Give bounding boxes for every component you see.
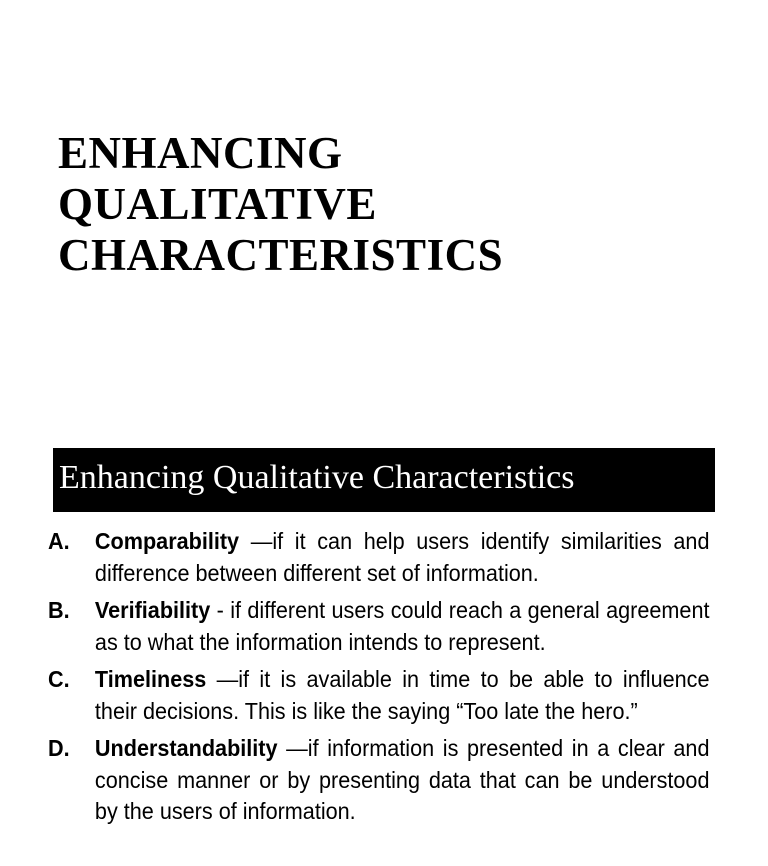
item-letter: C. (48, 666, 70, 692)
item-letter: D. (48, 735, 70, 761)
list-item-comparability (48, 526, 709, 589)
list-item-timeliness (48, 664, 709, 727)
item-term: Timeliness (94, 666, 207, 692)
section-banner (53, 448, 715, 512)
item-description: —if information is presented in a clear and concise manner or by presenting data that can be understood by the users of information. (94, 735, 710, 824)
item-term: Understandability (94, 735, 278, 761)
item-term: Verifiability (94, 597, 211, 623)
item-letter: A. (48, 528, 70, 554)
title-line-2: QUALITATIVE (58, 179, 377, 229)
item-letter: B. (48, 597, 70, 623)
title-line-1: ENHANCING (58, 128, 343, 178)
item-description: —if it is available in time to be able to influence their decisions. This is like the saying “Too late the hero.” (94, 666, 710, 724)
item-term: Comparability (94, 528, 240, 554)
banner-heading: Enhancing Qualitative Characteristics (59, 459, 575, 496)
list-item-understandability (48, 733, 709, 828)
item-description: - if different users could reach a general agreement as to what the information intends to represent. (94, 597, 710, 655)
list-item-verifiability (48, 595, 709, 658)
slide-title (58, 128, 698, 281)
item-description: —if it can help users identify similarities and difference between different set of information. (94, 528, 710, 586)
characteristics-list (48, 526, 710, 834)
title-line-3: CHARACTERISTICS (58, 230, 504, 280)
